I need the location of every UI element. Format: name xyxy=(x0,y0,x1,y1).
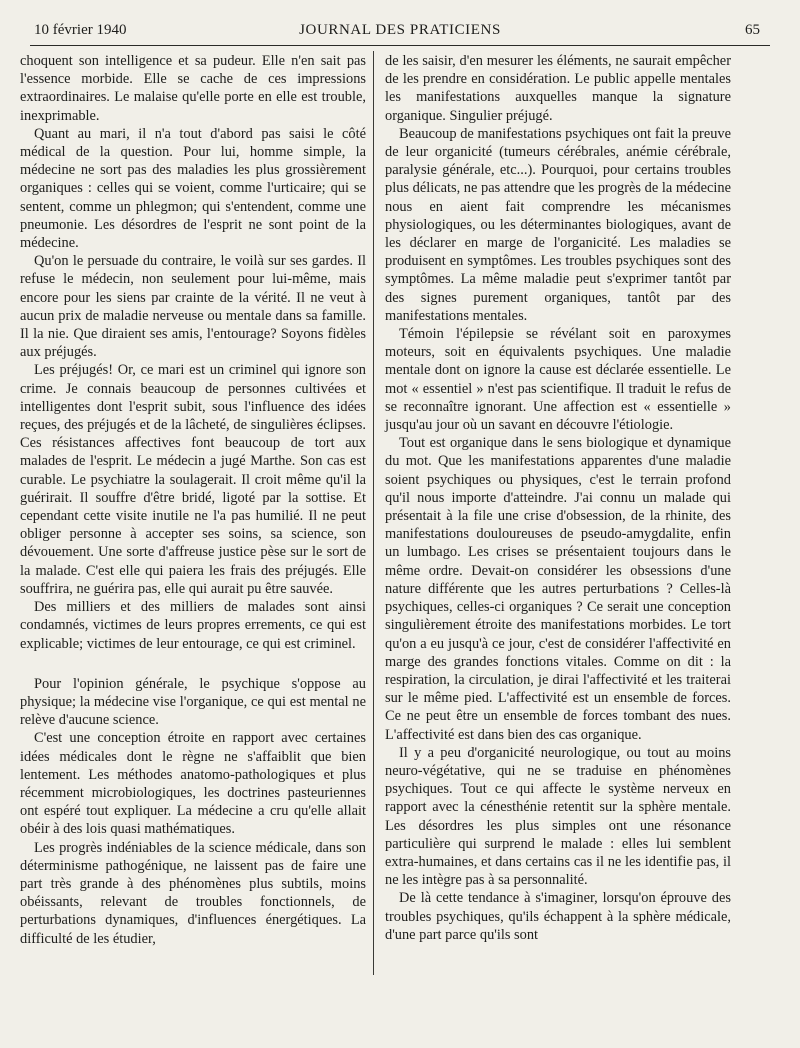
paragraph: Pour l'opinion générale, le psychique s'oppose au physique; la médecine vise l'organique, ce qui est mental ne relève d'aucune science. xyxy=(20,675,366,729)
paragraph: Les préjugés! Or, ce mari est un criminel qui ignore son crime. Je connais beaucoup de personnes cultivées et intelligentes dont l'esprit subit, sous l'influence des idées reçues, des préjugés et de la lâcheté, de singulières éclipses. Ces résistances affectives font beaucoup de tort aux malades de l'esprit. Le médecin a jugé Marthe. Son cas est curable. Le psychiatre la soulagerait. Il croit même qu'il la guérirait. Il souffre d'être bridé, ligoté par la sottise. Et cependant cette visite inutile ne l'a pas humilié. Il ne peut obliger personne à accepter ses soins, sa science, son dévouement. Une sorte d'affreuse justice pèse sur le sort de la malade. C'est elle qui paiera les frais des préjugés. Elle souffrira, ne guérira pas, elle qui aurait pu être sauvée. xyxy=(20,362,366,597)
journal-title: JOURNAL DES PRATICIENS xyxy=(299,22,501,38)
running-head xyxy=(30,19,770,41)
right-column xyxy=(385,52,731,944)
paragraph: choquent son intelligence et sa pudeur. Elle n'en sait pas l'essence morbide. Elle se cache de ces impressions extraordinaires. Le malaise qu'elle porte en elle est trouble, inexprimable. xyxy=(20,53,366,124)
paragraph: Témoin l'épilepsie se révélant soit en paroxymes moteurs, soit en équivalents psychiques. Une maladie mentale dont on ignore la cause est déclarée essentielle. Le mot « essentiel » n'est pas scientifique. Il traduit le refus de se reconnaître ignorant. Une affection est « essentielle » jusqu'au jour où un savant en découvre l'étiologie. xyxy=(385,326,731,434)
paragraph: Beaucoup de manifestations psychiques ont fait la preuve de leur organicité (tumeurs cérébrales, anémie cérébrale, paralysie générale, etc...). Pourquoi, pour certains troubles plus délicats, ne pas attendre que les progrès de la médecine nous en aient fait comprendre les mécanismes physiologiques, ou les déterminantes biologiques, avant de les déclarer en marge de l'organicité. Les maladies se produisent en symptômes. Les troubles psychiques sont des symptômes. La même maladie peut s'exprimer tantôt par des signes purement organiques, tantôt par des manifestations mentales. xyxy=(385,125,731,324)
paragraph: C'est une conception étroite en rapport avec certaines idées médicales dont le règne ne s'affaiblit que bien lentement. Les méthodes anatomo-pathologiques et plus récemment microbiologiques, les doctrines pasteuriennes ont espéré tout expliquer. La médecine a cru qu'elle allait obéir à des lois quasi mathématiques. xyxy=(20,730,366,838)
paragraph: Des milliers et des milliers de malades sont ainsi condamnés, victimes de leurs propres errements, ce qui est explicable; victimes de leur entourage, ce qui est criminel. xyxy=(20,599,366,652)
header-rule xyxy=(30,45,770,46)
paragraph: Tout est organique dans le sens biologique et dynamique du mot. Que les manifestations apparentes d'une maladie soient psychiques ou physiques, c'est le terrain profond qu'il nous importe d'atteindre. J'ai connu un malade qui présentait à la file une crise d'obsession, de la rhinite, des manifestations douloureuses de pseudo-amygdalite, enfin un lumbago. Les crises se présentaient toujours dans le même ordre. Devait-on considérer les obsessions d'une nature différente que les autres perturbations ? Celles-là psychiques, celles-ci organiques ? Ce serait une conception singulièrement étroite des manifestations morbides. Le tort qu'on a eu jusqu'à ce jour, c'est de considérer l'affectivité en marge des grandes fonctions vitales. Comme on dit : la respiration, la circulation, je dirai l'affectivité et les traiterai sur le même pied. L'affectivité est un ensemble de forces. Ce ne peut être un ensemble de forces tombant des nues. L'affectivité est dans bien des cas organique. xyxy=(385,435,731,743)
paragraph: Les progrès indéniables de la science médicale, dans son déterminisme pathogénique, ne laissent pas de faire une part très grande à des phénomènes plus subtils, moins obéissants, relevant de troubles fonctionnels, de perturbations dynamiques, d'influences énergétiques. La difficulté de les étudier, xyxy=(20,839,366,947)
column-divider xyxy=(373,51,374,975)
page-number: 65 xyxy=(745,22,760,38)
paragraph: Quant au mari, il n'a tout d'abord pas saisi le côté médical de la question. Pour lui, homme simple, la médecine ne sort pas des maladies les plus grossièrement organiques : celles qui se voient, comme l'urticaire; qui se sentent, comme un phlegmon; qui s'entendent, comme une pneumonie. Les désordres de l'esprit ne sont point de la médecine. xyxy=(20,125,366,252)
issue-date: 10 février 1940 xyxy=(34,22,127,38)
paragraph: Il y a peu d'organicité neurologique, ou tout au moins neuro-végétative, qui ne se traduise en phénomènes psychiques. Tout ce qui affecte le système nerveux en rapport avec la cénesthénie retentit sur la sphère mentale. Les désordres les plus simples ont une résonance particulière qui surprend le malade : elles lui semblent extra-humaines, et dans certains cas il ne les identifie pas, il ne les intègre pas à sa personnalité. xyxy=(385,744,731,889)
paragraph: de les saisir, d'en mesurer les éléments, ne saurait empêcher de les prendre en considération. Le public appelle mentales les manifestations auxquelles manque la signature organique. Singulier préjugé. xyxy=(385,53,731,124)
paragraph: De là cette tendance à s'imaginer, lorsqu'on éprouve des troubles psychiques, qu'ils échappent à la sphère médicale, d'une part parce qu'ils sont xyxy=(385,890,731,943)
paragraph: Qu'on le persuade du contraire, le voilà sur ses gardes. Il refuse le médecin, non seulement pour lui-même, mais encore pour les siens par crainte de la vérité. Il ne veut à aucun prix de maladie nerveuse ou mentale dans sa famille. Il la nie. Que diraient ses amis, l'entourage? Soyons fidèles aux préjugés. xyxy=(20,253,366,361)
left-column xyxy=(20,52,366,948)
